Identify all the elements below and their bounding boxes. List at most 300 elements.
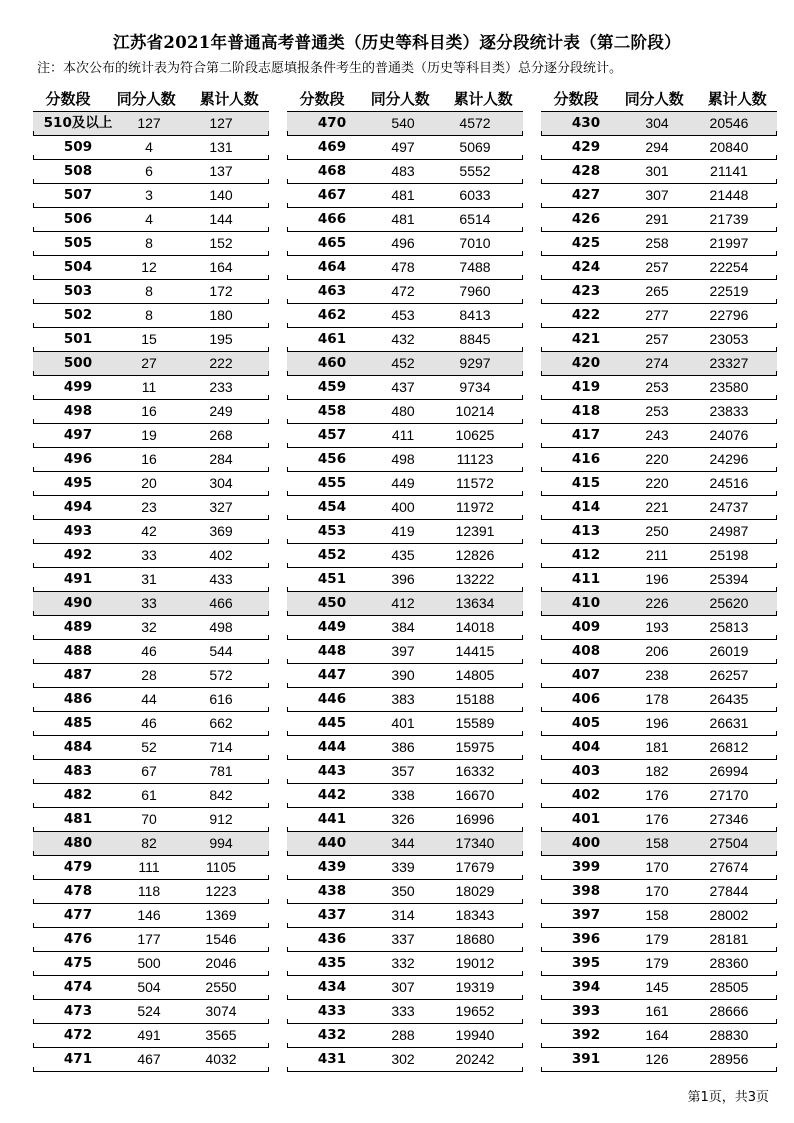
score-cell: 474: [63, 979, 93, 995]
table-row: [541, 112, 777, 136]
count-cell: 4: [145, 139, 153, 155]
cumulative-cell: 27674: [709, 859, 749, 875]
cumulative-cell: 25620: [709, 595, 749, 611]
count-cell: 3: [145, 187, 153, 203]
count-cell: 294: [645, 139, 669, 155]
cumulative-cell: 131: [209, 139, 233, 155]
table-row: [541, 640, 777, 664]
score-cell: 483: [63, 763, 93, 779]
score-cell: 418: [571, 403, 601, 419]
table-row: [287, 784, 523, 808]
count-cell: 497: [391, 139, 415, 155]
score-cell: 484: [63, 739, 93, 755]
score-cell: 407: [571, 667, 601, 683]
count-cell: 472: [391, 283, 415, 299]
table-row: [541, 760, 777, 784]
cumulative-cell: 466: [209, 595, 233, 611]
score-cell: 442: [317, 787, 347, 803]
count-cell: 314: [391, 907, 415, 923]
cumulative-cell: 22519: [709, 283, 749, 299]
score-cell: 431: [317, 1051, 347, 1067]
cumulative-cell: 12826: [455, 547, 495, 563]
count-cell: 158: [645, 907, 669, 923]
table-row: [33, 472, 269, 496]
cumulative-cell: 28830: [709, 1027, 749, 1043]
table-row: [541, 232, 777, 256]
count-cell: 127: [137, 115, 161, 131]
table-row: [287, 232, 523, 256]
cumulative-cell: 284: [209, 451, 233, 467]
table-row: [541, 688, 777, 712]
score-cell: 458: [317, 403, 347, 419]
table-row: [33, 280, 269, 304]
count-cell: 265: [645, 283, 669, 299]
score-table-column-3: [541, 85, 777, 1072]
score-cell: 471: [63, 1051, 93, 1067]
cumulative-cell: 1369: [205, 907, 237, 923]
table-row: [33, 1024, 269, 1048]
count-cell: 6: [145, 163, 153, 179]
cumulative-cell: 3074: [205, 1003, 237, 1019]
cumulative-cell: 22796: [709, 307, 749, 323]
score-cell: 444: [317, 739, 347, 755]
table-row: [541, 520, 777, 544]
score-cell: 450: [317, 595, 347, 611]
count-cell: 339: [391, 859, 415, 875]
table-row: [33, 184, 269, 208]
cumulative-cell: 25394: [709, 571, 749, 587]
header-count: 同分人数: [370, 90, 430, 108]
score-cell: 421: [571, 331, 601, 347]
count-cell: 291: [645, 211, 669, 227]
table-row: [287, 856, 523, 880]
count-cell: 412: [391, 595, 415, 611]
cumulative-cell: 28181: [709, 931, 749, 947]
table-row: [33, 496, 269, 520]
table-row: [33, 160, 269, 184]
count-cell: 44: [141, 691, 157, 707]
count-cell: 478: [391, 259, 415, 275]
table-row: [287, 472, 523, 496]
score-cell: 478: [63, 883, 93, 899]
table-row: [287, 976, 523, 1000]
score-cell: 468: [317, 163, 347, 179]
cumulative-cell: 19319: [455, 979, 495, 995]
score-cell: 435: [317, 955, 347, 971]
count-cell: 177: [137, 931, 161, 947]
table-row: [541, 352, 777, 376]
table-row: [541, 448, 777, 472]
score-cell: 410: [571, 595, 601, 611]
count-cell: 206: [645, 643, 669, 659]
table-row: [541, 976, 777, 1000]
table-row: [287, 352, 523, 376]
cumulative-cell: 14018: [455, 619, 495, 635]
count-cell: 176: [645, 787, 669, 803]
cumulative-cell: 16332: [455, 763, 495, 779]
count-cell: 480: [391, 403, 415, 419]
cumulative-cell: 152: [209, 235, 233, 251]
score-cell: 491: [63, 571, 93, 587]
count-cell: 277: [645, 307, 669, 323]
cumulative-cell: 16670: [455, 787, 495, 803]
table-row: [287, 184, 523, 208]
score-cell: 495: [63, 475, 93, 491]
count-cell: 170: [645, 883, 669, 899]
count-cell: 258: [645, 235, 669, 251]
count-cell: 498: [391, 451, 415, 467]
cumulative-cell: 2046: [205, 955, 237, 971]
table-row: [287, 592, 523, 616]
score-cell: 453: [317, 523, 347, 539]
count-cell: 170: [645, 859, 669, 875]
score-cell: 399: [571, 859, 601, 875]
header-cumulative: 累计人数: [707, 90, 767, 108]
cumulative-cell: 18343: [455, 907, 495, 923]
score-cell: 496: [63, 451, 93, 467]
cumulative-cell: 23053: [709, 331, 749, 347]
cumulative-cell: 26257: [709, 667, 749, 683]
table-row: [33, 808, 269, 832]
header-count: 同分人数: [116, 90, 176, 108]
count-cell: 435: [391, 547, 415, 563]
cumulative-cell: 2550: [205, 979, 237, 995]
cumulative-cell: 19012: [455, 955, 495, 971]
count-cell: 243: [645, 427, 669, 443]
score-cell: 427: [571, 187, 601, 203]
count-cell: 397: [391, 643, 415, 659]
cumulative-cell: 13634: [455, 595, 495, 611]
cumulative-cell: 6033: [459, 187, 491, 203]
table-row: [541, 136, 777, 160]
score-cell: 460: [317, 355, 347, 371]
count-cell: 333: [391, 1003, 415, 1019]
count-cell: 304: [645, 115, 669, 131]
table-row: [33, 664, 269, 688]
table-row: [541, 856, 777, 880]
table-row: [541, 784, 777, 808]
count-cell: 467: [137, 1051, 161, 1067]
score-cell: 502: [63, 307, 93, 323]
score-cell: 402: [571, 787, 601, 803]
cumulative-cell: 26812: [709, 739, 749, 755]
score-cell: 398: [571, 883, 601, 899]
score-cell: 437: [317, 907, 347, 923]
count-cell: 383: [391, 691, 415, 707]
header-score: 分数段: [45, 90, 91, 108]
count-cell: 27: [141, 355, 157, 371]
table-row: [287, 664, 523, 688]
page-title: 江苏省2021年普通高考普通类（历史等科目类）逐分段统计表（第二阶段）: [113, 33, 681, 52]
count-cell: 161: [645, 1003, 669, 1019]
cumulative-cell: 28002: [709, 907, 749, 923]
cumulative-cell: 127: [209, 115, 233, 131]
score-cell: 464: [317, 259, 347, 275]
table-row: [33, 976, 269, 1000]
table-row: [287, 160, 523, 184]
score-cell: 472: [63, 1027, 93, 1043]
score-cell: 507: [63, 187, 93, 203]
count-cell: 196: [645, 715, 669, 731]
score-cell: 446: [317, 691, 347, 707]
count-cell: 452: [391, 355, 415, 371]
table-row: [287, 1024, 523, 1048]
score-cell: 509: [63, 139, 93, 155]
table-row: [287, 640, 523, 664]
table-row: [33, 328, 269, 352]
cumulative-cell: 18680: [455, 931, 495, 947]
cumulative-cell: 1223: [205, 883, 237, 899]
cumulative-cell: 17679: [455, 859, 495, 875]
cumulative-cell: 8413: [459, 307, 491, 323]
score-cell: 441: [317, 811, 347, 827]
count-cell: 400: [391, 499, 415, 515]
score-cell: 499: [63, 379, 93, 395]
cumulative-cell: 20546: [709, 115, 749, 131]
table-row: [33, 880, 269, 904]
score-cell: 489: [63, 619, 93, 635]
count-cell: 23: [141, 499, 157, 515]
score-cell: 482: [63, 787, 93, 803]
score-cell: 447: [317, 667, 347, 683]
count-cell: 15: [141, 331, 157, 347]
cumulative-cell: 433: [209, 571, 233, 587]
score-cell: 493: [63, 523, 93, 539]
cumulative-cell: 544: [209, 643, 233, 659]
table-row: [287, 952, 523, 976]
count-cell: 111: [138, 859, 160, 875]
header-score: 分数段: [553, 90, 599, 108]
cumulative-cell: 24737: [709, 499, 749, 515]
table-row: [33, 736, 269, 760]
count-cell: 196: [645, 571, 669, 587]
cumulative-cell: 11123: [456, 451, 494, 467]
score-cell: 425: [571, 235, 601, 251]
cumulative-cell: 28666: [709, 1003, 749, 1019]
count-cell: 8: [145, 307, 153, 323]
cumulative-cell: 180: [209, 307, 233, 323]
cumulative-cell: 233: [209, 379, 233, 395]
count-cell: 28: [141, 667, 157, 683]
score-table-column-1: [33, 85, 269, 1072]
count-cell: 220: [645, 475, 669, 491]
score-cell: 433: [317, 1003, 347, 1019]
cumulative-cell: 16996: [455, 811, 495, 827]
score-cell: 424: [571, 259, 601, 275]
score-cell: 459: [317, 379, 347, 395]
table-row: [287, 736, 523, 760]
cumulative-cell: 27504: [709, 835, 749, 851]
count-cell: 158: [645, 835, 669, 851]
score-cell: 408: [571, 643, 601, 659]
cumulative-cell: 14805: [455, 667, 495, 683]
score-cell: 396: [571, 931, 601, 947]
cumulative-cell: 1105: [205, 859, 237, 875]
cumulative-cell: 9734: [459, 379, 491, 395]
table-row: [287, 616, 523, 640]
count-cell: 164: [645, 1027, 669, 1043]
header-count: 同分人数: [624, 90, 684, 108]
count-cell: 419: [391, 523, 415, 539]
count-cell: 491: [137, 1027, 161, 1043]
score-cell: 462: [317, 307, 347, 323]
score-cell: 476: [63, 931, 93, 947]
count-cell: 179: [645, 955, 669, 971]
cumulative-cell: 20840: [709, 139, 749, 155]
table-row: [541, 280, 777, 304]
count-cell: 344: [391, 835, 415, 851]
count-cell: 67: [141, 763, 157, 779]
cumulative-cell: 21448: [709, 187, 749, 203]
count-cell: 432: [391, 331, 415, 347]
count-cell: 257: [645, 331, 669, 347]
cumulative-cell: 1546: [205, 931, 237, 947]
header-score: 分数段: [299, 90, 345, 108]
count-cell: 33: [141, 595, 157, 611]
table-row: [541, 904, 777, 928]
table-row: [541, 592, 777, 616]
count-cell: 500: [137, 955, 161, 971]
cumulative-cell: 994: [209, 835, 233, 851]
cumulative-cell: 172: [209, 283, 233, 299]
table-row: [33, 952, 269, 976]
cumulative-cell: 17340: [455, 835, 495, 851]
cumulative-cell: 23833: [709, 403, 749, 419]
table-row: [287, 112, 523, 136]
count-cell: 257: [645, 259, 669, 275]
score-cell: 504: [63, 259, 93, 275]
count-cell: 350: [391, 883, 415, 899]
table-row: [287, 1000, 523, 1024]
table-row: [541, 208, 777, 232]
count-cell: 178: [645, 691, 669, 707]
count-cell: 46: [141, 715, 157, 731]
score-cell: 452: [317, 547, 347, 563]
cumulative-cell: 19940: [455, 1027, 495, 1043]
header-cumulative: 累计人数: [199, 90, 259, 108]
table-row: [287, 928, 523, 952]
score-cell: 480: [63, 835, 93, 851]
cumulative-cell: 26994: [709, 763, 749, 779]
table-row: [541, 424, 777, 448]
table-row: [33, 424, 269, 448]
score-cell: 394: [571, 979, 601, 995]
count-cell: 19: [141, 427, 157, 443]
table-row: [33, 112, 269, 136]
table-row: [287, 304, 523, 328]
cumulative-cell: 28956: [709, 1051, 749, 1067]
table-row: [33, 568, 269, 592]
cumulative-cell: 13222: [455, 571, 495, 587]
cumulative-cell: 21739: [709, 211, 749, 227]
count-cell: 390: [391, 667, 415, 683]
score-cell: 429: [571, 139, 601, 155]
score-cell: 434: [317, 979, 347, 995]
cumulative-cell: 21997: [709, 235, 749, 251]
table-row: [287, 280, 523, 304]
count-cell: 179: [645, 931, 669, 947]
count-cell: 449: [391, 475, 415, 491]
score-cell: 393: [571, 1003, 601, 1019]
table-row: [541, 328, 777, 352]
table-row: [33, 688, 269, 712]
score-cell: 445: [317, 715, 347, 731]
cumulative-cell: 24076: [709, 427, 749, 443]
table-rows: [33, 111, 269, 1072]
score-cell: 404: [571, 739, 601, 755]
score-cell: 423: [571, 283, 601, 299]
score-cell: 505: [63, 235, 93, 251]
score-cell: 466: [317, 211, 347, 227]
score-cell: 405: [571, 715, 601, 731]
count-cell: 337: [391, 931, 415, 947]
score-cell: 428: [571, 163, 601, 179]
score-table-column-2: [287, 85, 523, 1072]
cumulative-cell: 27844: [709, 883, 749, 899]
table-row: [33, 136, 269, 160]
score-cell: 500: [63, 355, 93, 371]
table-row: [33, 640, 269, 664]
table-row: [33, 232, 269, 256]
score-cell: 510及以上: [43, 115, 113, 131]
count-cell: 31: [141, 571, 157, 587]
score-cell: 487: [63, 667, 93, 683]
table-row: [33, 592, 269, 616]
table-row: [287, 712, 523, 736]
table-row: [287, 688, 523, 712]
score-cell: 461: [317, 331, 347, 347]
cumulative-cell: 195: [209, 331, 233, 347]
cumulative-cell: 369: [209, 523, 233, 539]
cumulative-cell: 7488: [459, 259, 491, 275]
count-cell: 11: [141, 379, 157, 395]
count-cell: 42: [141, 523, 157, 539]
score-cell: 391: [571, 1051, 601, 1067]
score-cell: 481: [63, 811, 93, 827]
cumulative-cell: 22254: [709, 259, 749, 275]
table-row: [33, 376, 269, 400]
cumulative-cell: 21141: [710, 163, 748, 179]
table-row: [287, 808, 523, 832]
table-row: [541, 376, 777, 400]
score-cell: 397: [571, 907, 601, 923]
score-cell: 508: [63, 163, 93, 179]
score-cell: 449: [317, 619, 347, 635]
count-cell: 20: [141, 475, 157, 491]
cumulative-cell: 140: [209, 187, 233, 203]
score-cell: 479: [63, 859, 93, 875]
table-row: [33, 520, 269, 544]
cumulative-cell: 3565: [205, 1027, 237, 1043]
table-row: [33, 832, 269, 856]
count-cell: 504: [137, 979, 161, 995]
cumulative-cell: 842: [209, 787, 233, 803]
score-cell: 488: [63, 643, 93, 659]
count-cell: 483: [391, 163, 415, 179]
table-row: [33, 856, 269, 880]
cumulative-cell: 402: [209, 547, 233, 563]
table-row: [287, 832, 523, 856]
score-cell: 400: [571, 835, 601, 851]
cumulative-cell: 9297: [459, 355, 491, 371]
table-row: [33, 760, 269, 784]
count-cell: 33: [141, 547, 157, 563]
page-footer: 第1页，共3页: [687, 1090, 769, 1105]
count-cell: 301: [645, 163, 669, 179]
table-row: [287, 328, 523, 352]
table-row: [541, 304, 777, 328]
cumulative-cell: 11972: [456, 499, 494, 515]
